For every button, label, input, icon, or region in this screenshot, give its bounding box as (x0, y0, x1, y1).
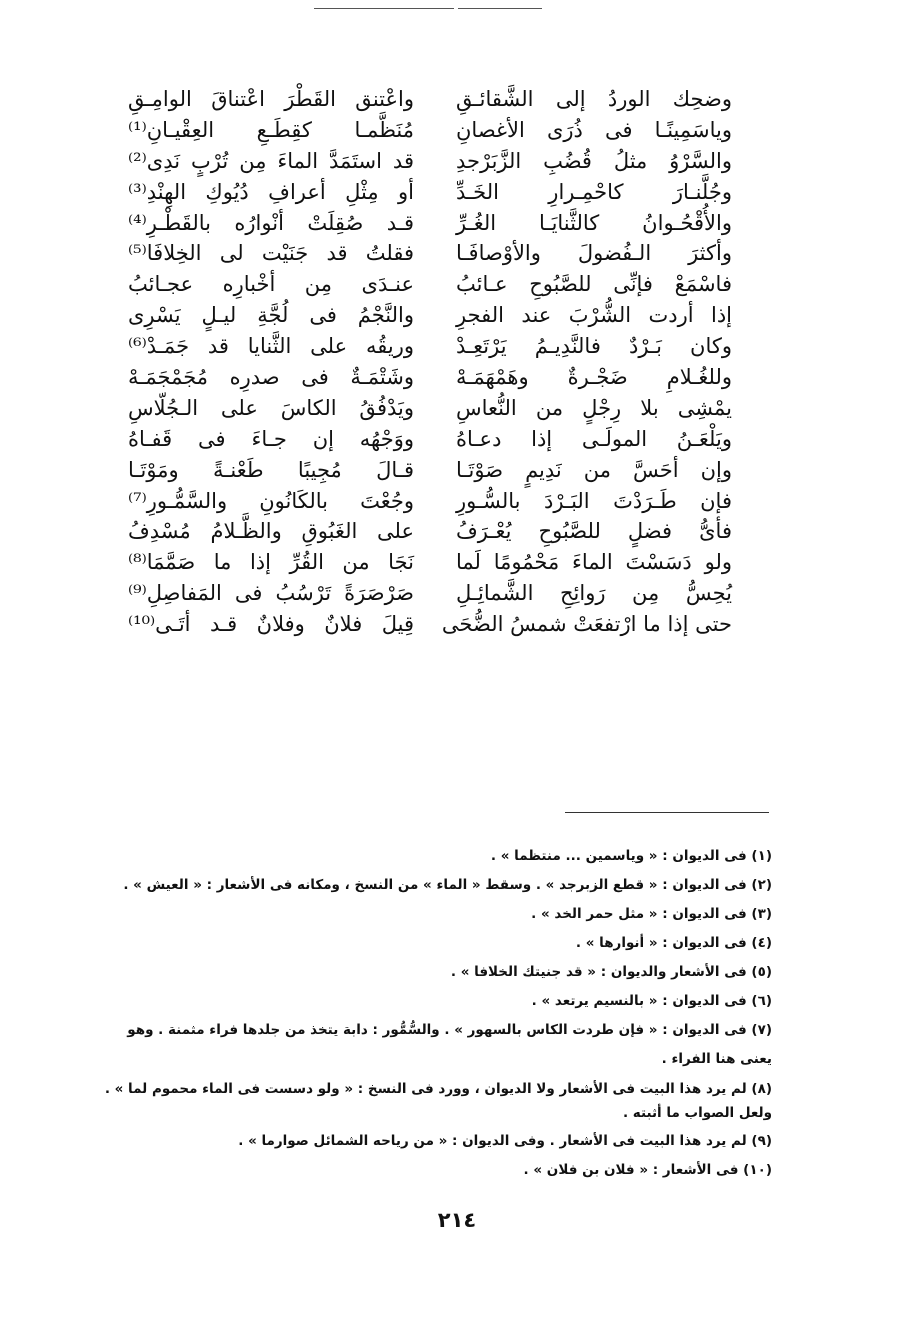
verse-line: عنـدَى مِن أخْبارِه عجـائبُ (128, 272, 414, 297)
page-number: ٢١٤ (437, 1208, 477, 1232)
verse-line: قد استَمَدَّ الماءَ مِن تُرْبٍ نَدِى⁽²⁾ (128, 148, 414, 173)
verse-line: واعْتنق القَطْرَ اعْتناقَ الوامِـقِ (128, 87, 414, 111)
footnote: (٨) لم يرد هذا البيت فى الأشعار ولا الديوان ، وورد فى النسخ : « ولو دسست فى الماء محموم لما » . ولعل الصواب ما أثبته . (104, 1081, 772, 1121)
verse-line: وياسَمِينًـا فى ذُرَى الأغصانِ (456, 117, 732, 142)
top-rule-right (458, 8, 542, 9)
verse-line: على الغَبُوقِ والظَّـلامُ مُسْدِفُ (128, 519, 414, 544)
verse-line: وأكثرَ الـفُضولَ والأوْصافَـا (456, 241, 732, 266)
verse-line: وإن أحَسَّ من نَدِيمٍ صَوْتَـا (456, 457, 732, 482)
verse-line: فاسْمَعْ فإنِّى للصَّبُوحِ عـائبُ (456, 272, 732, 297)
footnote: (٩) لم يرد هذا البيت فى الأشعار . وفى الديوان : « من رياحه الشمائل صوارما » . (238, 1133, 772, 1149)
poem-body (0, 84, 914, 784)
footnote: (٧) فى الديوان : « فإن طردت الكاس بالسهور » . والسُّمُّور : دابة يتخذ من جلدها فراء مثمنة . وهو يعنى هنا الفراء . (127, 1022, 772, 1067)
footnote-separator (565, 812, 769, 813)
verse-line: وجُعْتَ بالكَانُونِ والسَّمُّـورِ⁽⁷⁾ (128, 488, 414, 513)
top-rule-left (314, 8, 454, 9)
footnote: (١٠) فى الأشعار : « فلان بن فلان » . (523, 1162, 772, 1178)
verse-line: قِيلَ فلانٌ وفلانٌ قـد أتَـى⁽¹⁰⁾ (128, 612, 414, 637)
footnote: (٢) فى الديوان : « قطع الزبرجد » . وسقط « الماء » من النسخ ، ومكانه فى الأشعار : « العيش » . (123, 877, 772, 893)
verse-line: فقلتُ قد جَنَيْت لى الخِلافَا⁽⁵⁾ (128, 241, 414, 266)
verse-line: أو مِثْلِ أعرافِ دُيُوكِ الهِنْدِ⁽³⁾ (128, 179, 414, 204)
footnote: (٥) فى الأشعار والديوان : « قد جنيتك الخلافا » . (450, 964, 772, 980)
verse-line: وجُلَّنـارَ كاحْمِـرارِ الخَـدِّ (456, 179, 732, 204)
verse-line: حتى إذا ما ارْتفعَتْ شمسُ الضُّحَى (441, 612, 732, 637)
verse-line: يُحِسُّ مِن رَوائِحِ الشَّمائِـلِ (456, 581, 732, 606)
verse-line: قـالَ مُجِيبًا طَعْنـةً ومَوْتَـا (128, 457, 414, 482)
footnote: (٣) فى الديوان : « مثل حمر الخد » . (531, 906, 772, 922)
verse-line: وكان بَـرْدٌ فالنَّدِيـمُ يَرْتَعِـدْ (456, 334, 732, 359)
verse-line: والنَّجْمُ فى لُجَّةِ ليـلٍ يَسْرِى (128, 303, 414, 328)
verse-line: فإن طَـرَدْتَ البَـرْدَ بالسُّـورِ (456, 488, 732, 513)
verse-line: والسَّرْوُ مثلُ قُضُبِ الزَّبَرْجدِ (456, 148, 732, 173)
verse-line: وضحِك الوردُ إلى الشَّقائـقِ (456, 87, 732, 111)
verse-line: ولو دَسَسْتَ الماءَ مَحْمُومًا لَما (456, 550, 732, 575)
footnote: (١) فى الديوان : « وياسمين ... منتظما » . (490, 848, 772, 864)
verse-line: وشَتْمَـةٌ فى صدرِه مُجَمْجَمَـهْ (128, 365, 414, 390)
verse-line: فأىُّ فضلٍ للصَّبُوحِ يُعْـرَفُ (456, 519, 732, 544)
verse-line: يمْشِى بلا رِجْلٍ من النُّعاسِ (456, 395, 732, 420)
verse-line: ويَلْعَـنُ المولَـى إذا دعـاهُ (456, 426, 732, 451)
footnotes (102, 842, 772, 1185)
verse-line: وللغُـلامِ ضَجْـرةٌ وهَمْهَمَـهْ (456, 365, 732, 390)
verse-line: نَجَا من القُرِّ إذا ما صَمَّمَا⁽⁸⁾ (128, 550, 414, 575)
footnote: (٤) فى الديوان : « أنوارها » . (575, 935, 772, 951)
verse-line: صَرْصَرَةً تَرْسُبُ فى المَفاصِلِ⁽⁹⁾ (128, 581, 414, 606)
verse-line: والأُقْحُـوانُ كالثَّنايَـا الغُـرِّ (456, 210, 732, 235)
verse-line: إذا أردت الشُّرْبَ عند الفجرِ (456, 303, 732, 328)
footnote: (٦) فى الديوان : « بالنسيم يرتعد » . (531, 993, 772, 1009)
poem-left-column (128, 84, 414, 640)
poem-right-column (441, 84, 732, 640)
verse-line: قـد صُقِلَتْ أنْوارُه بالقَطْـرِ⁽⁴⁾ (128, 210, 414, 235)
verse-line: ويَدْفُقُ الكاسَ على الـجُلّاسِ (128, 395, 414, 420)
verse-line: وريقُه على الثَّنايا قد جَمَـدْ⁽⁶⁾ (128, 334, 414, 359)
verse-line: مُنَظَّمـا كقِطَـعِ العِقْيـانِ⁽¹⁾ (128, 117, 414, 142)
verse-line: ووَجْهُه إن جـاءَ فى قَفـاهُ (128, 426, 414, 451)
